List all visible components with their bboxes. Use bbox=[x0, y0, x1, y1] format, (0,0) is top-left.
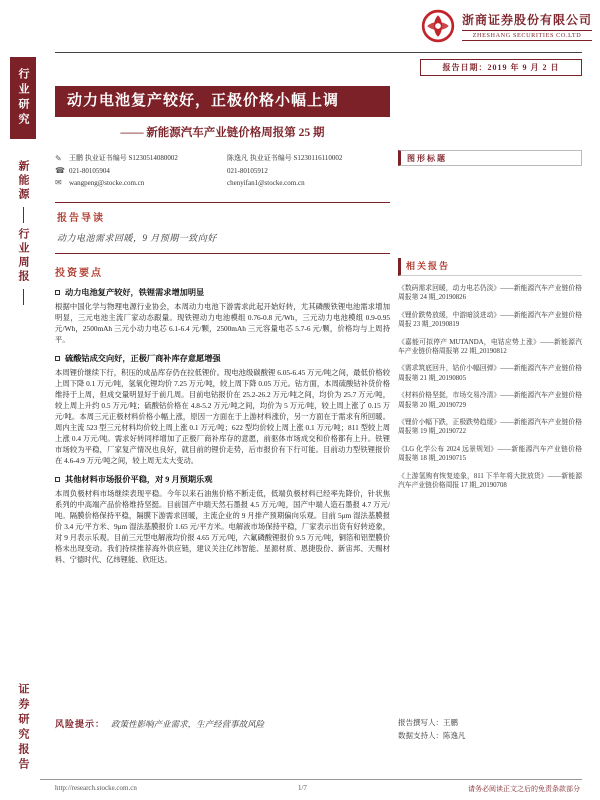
company-logo-block bbox=[420, 8, 593, 44]
related-report-link[interactable]: 《需求筑底回升，钴价小幅回弹》——新能源汽车产业链价格周报第 21 期_20190805 bbox=[398, 365, 582, 382]
section-body: 本周锂价继续下行，积压的成品库存仍在拉低锂价。现电池级碳酸锂 6.05-6.45 万元/吨之间，最低价格较上周下降 0.1 万元/吨，氢氧化锂均价 7.25 万元/吨，较上周下降 0.05 万元。钴方面，本周硫酸钴补货价格维持于上周，但成交量明显好于前几周。目前电钴报价在 25.2-26.2 万元/吨之间，均价为 25.7 万元/吨，较上周上升约 0.5 万元/吨；硫酸钴价格在 4.8-5.2 万元/吨之间，均价为 5 万元/吨，较上周上涨了 0.15 万元/吨。本周三元正极材料价格小幅上涨，原因一方面在于上游材料涨价，另一方面在于需求有所回暖。周内主流 523 型三元材料均价较上周上涨 0.1 万元/吨；622 型均价较上周上涨 0.1 万元/吨；811 型较上周上涨 0.4 万元/吨。需求好转同样增加了正极厂商补库存的意愿，前驱体市场成交和价格都有上升。铁锂市场较为平稳，厂家复产情况也良好，就目前的锂价走势，后市报价有下行可能。目前动力型铁锂报价在 4.6-4.9 万元/吨之间，较上周无太大变动。 bbox=[55, 368, 390, 465]
vertical-divider bbox=[23, 207, 24, 223]
analyst-contact-block bbox=[55, 153, 390, 187]
authors-block bbox=[398, 716, 582, 742]
bullet-square-icon bbox=[55, 356, 60, 361]
analyst-cert-left: 王鹏 执业证书编号 S1230514080002 bbox=[69, 154, 178, 162]
report-title: 动力电池复产较好，正极价格小幅上调 bbox=[55, 86, 390, 117]
sector-label-weekly: 行业周报 bbox=[17, 228, 29, 284]
keypoint-section bbox=[55, 474, 390, 565]
research-site-link[interactable]: http://research.stocke.com.cn bbox=[55, 784, 137, 792]
section-body: 本周负极材料市场继续表现平稳。今年以来石油焦价格不断走低，低端负极材料已经率先降价，针状焦系列的中高端产品价格维持坚挺。目前国产中端天然石墨报 4.5 万元/吨，国产中端人造石墨报 4.7 万元/吨。隔膜价格保持平稳，隔膜下游需求回暖，主流企业的 9 月排产预期偏向乐观。目前 5μm 湿法基膜报价 3.4 元/平方米、9μm 湿法基膜报价 1.65 元/平方米。电解液市场保持平稳，厂家表示出货有好转迹象，对 9 月表示乐观。目前三元型电解液均价报 4.65 万元/吨，六氟磷酸锂报价 9.5 万元/吨，铜箔和铝塑膜价格未出现变动。我们持续推荐海外供应链，建议关注亿纬智能、星源材质、恩捷股份、新宙邦、天赐材料、宁德时代、亿纬锂能、欣旺达。 bbox=[55, 489, 390, 564]
report-summary-box bbox=[55, 202, 390, 254]
pen-icon: ✎ bbox=[55, 153, 62, 163]
analyst-cert-right: 陈逸凡 执业证书编号 S1230116110002 bbox=[227, 154, 343, 162]
summary-label: 报告导读 bbox=[57, 213, 105, 224]
report-subtitle: —— 新能源汽车产业链价格周报第 25 期 bbox=[120, 127, 325, 139]
main-content-column bbox=[55, 86, 390, 730]
section-heading: 硫酸钴成交向好，正极厂商补库存意愿增强 bbox=[55, 353, 390, 364]
zheshang-logo-icon bbox=[420, 8, 456, 44]
analyst-phone-right: 021-80105912 bbox=[227, 166, 268, 175]
right-sidebar-column bbox=[398, 150, 582, 742]
chart-empty-area bbox=[398, 166, 582, 258]
header-divider bbox=[55, 52, 582, 53]
industry-research-label: 行业研究 bbox=[17, 68, 29, 128]
report-date-badge: 报告日期：2019 年 9 月 2 日 bbox=[420, 59, 582, 76]
analyst-phone-left: 021-80105904 bbox=[69, 166, 110, 175]
page-number: 1/7 bbox=[297, 784, 307, 792]
company-name-en: ZHESHANG SECURITIES CO.LTD bbox=[462, 30, 592, 41]
related-report-link[interactable]: 《LG 化学公布 2024 远景规划》——新能源汽车产业链价格周报第 18 期_20190715 bbox=[398, 445, 582, 463]
disclaimer-text: 请务必阅读正文之后的免责条款部分 bbox=[467, 785, 580, 793]
related-report-link[interactable]: 《锂价小幅下跌，正极跌势趋缓》——新能源汽车产业链价格周报第 19 期_20190722 bbox=[398, 419, 582, 436]
sector-vertical-labels bbox=[12, 160, 34, 310]
vertical-divider bbox=[23, 289, 24, 305]
keypoint-section bbox=[55, 353, 390, 466]
data-support: 数据支持人：陈逸凡 bbox=[398, 731, 466, 740]
bullet-square-icon bbox=[55, 290, 60, 295]
related-report-link[interactable]: 《嘉能可拟停产 MUTANDA，电钴应势上涨》——新能源汽车产业链价格周报第 22 期_20190812 bbox=[398, 338, 582, 356]
phone-icon: ☎ bbox=[55, 166, 65, 175]
page-footer bbox=[40, 779, 582, 794]
related-report-link[interactable]: 《锂价跌势放缓，中游暗淡进动》——新能源汽车产业链价格周报 23 期_20190819 bbox=[398, 311, 582, 329]
risk-notice-row bbox=[55, 717, 390, 730]
related-report-link[interactable]: 《上游氢购有恢复迹象，811 下半年将大批放货》——新能源汽车产业链价格周报 17 期_20190708 bbox=[398, 472, 582, 490]
summary-text: 动力电池需求回暖，9 月预期一致向好 bbox=[57, 233, 217, 243]
risk-text: 政策性影响产业需求，生产经营事故风险 bbox=[111, 719, 265, 729]
sector-label-new-energy: 新能源 bbox=[17, 160, 29, 202]
related-report-link[interactable]: 《材料价格坚挺，市场交易冷清》——新能源汽车产业链价格周报第 20 期_20190729 bbox=[398, 392, 582, 409]
chart-title-placeholder: 图形标题 bbox=[398, 150, 582, 166]
section-body: 根据中国化学与物理电源行业协会，本周动力电池下游需求此起开始好转，尤其磷酸铁锂电池需求增加明显，三元电池主流厂家动态跟量。现铁锂动力电池模组 0.76-0.8 元/Wh，三元动力电池模组 0.9-0.95 元/Wh，2500mAh 三元小动力电芯 6.1-6.4 元/颗，2500mAh 三元容量电芯 5.7-6 元/颗，价格均与上周持平。 bbox=[55, 302, 390, 344]
section-heading: 动力电池复产较好，铁锂需求增加明显 bbox=[55, 287, 390, 298]
company-name-cn: 浙商证券股份有限公司 bbox=[462, 13, 593, 27]
analyst-email-left[interactable]: wangpeng@stocke.com.cn bbox=[69, 178, 145, 187]
research-report-vertical-label: 证券研究报告 bbox=[17, 683, 29, 773]
keypoint-section bbox=[55, 287, 390, 345]
keypoints-label: 投资要点 bbox=[55, 268, 103, 279]
bullet-square-icon bbox=[55, 477, 60, 482]
mail-icon: ✉ bbox=[55, 178, 62, 187]
section-heading: 其他材料市场报价平稳，对 9 月预期乐观 bbox=[55, 474, 390, 485]
risk-label: 风险提示： bbox=[55, 719, 106, 729]
analyst-email-right[interactable]: chenyifan1@stocke.com.cn bbox=[227, 178, 305, 187]
report-writer: 报告撰写人：王鹏 bbox=[398, 718, 458, 727]
related-report-link[interactable]: 《数码需求回暖，动力电芯仍淡》——新能源汽车产业链价格周报第 24 期_20190826 bbox=[398, 285, 582, 302]
industry-research-tab bbox=[10, 57, 36, 139]
related-reports-label: 相关报告 bbox=[398, 258, 582, 276]
